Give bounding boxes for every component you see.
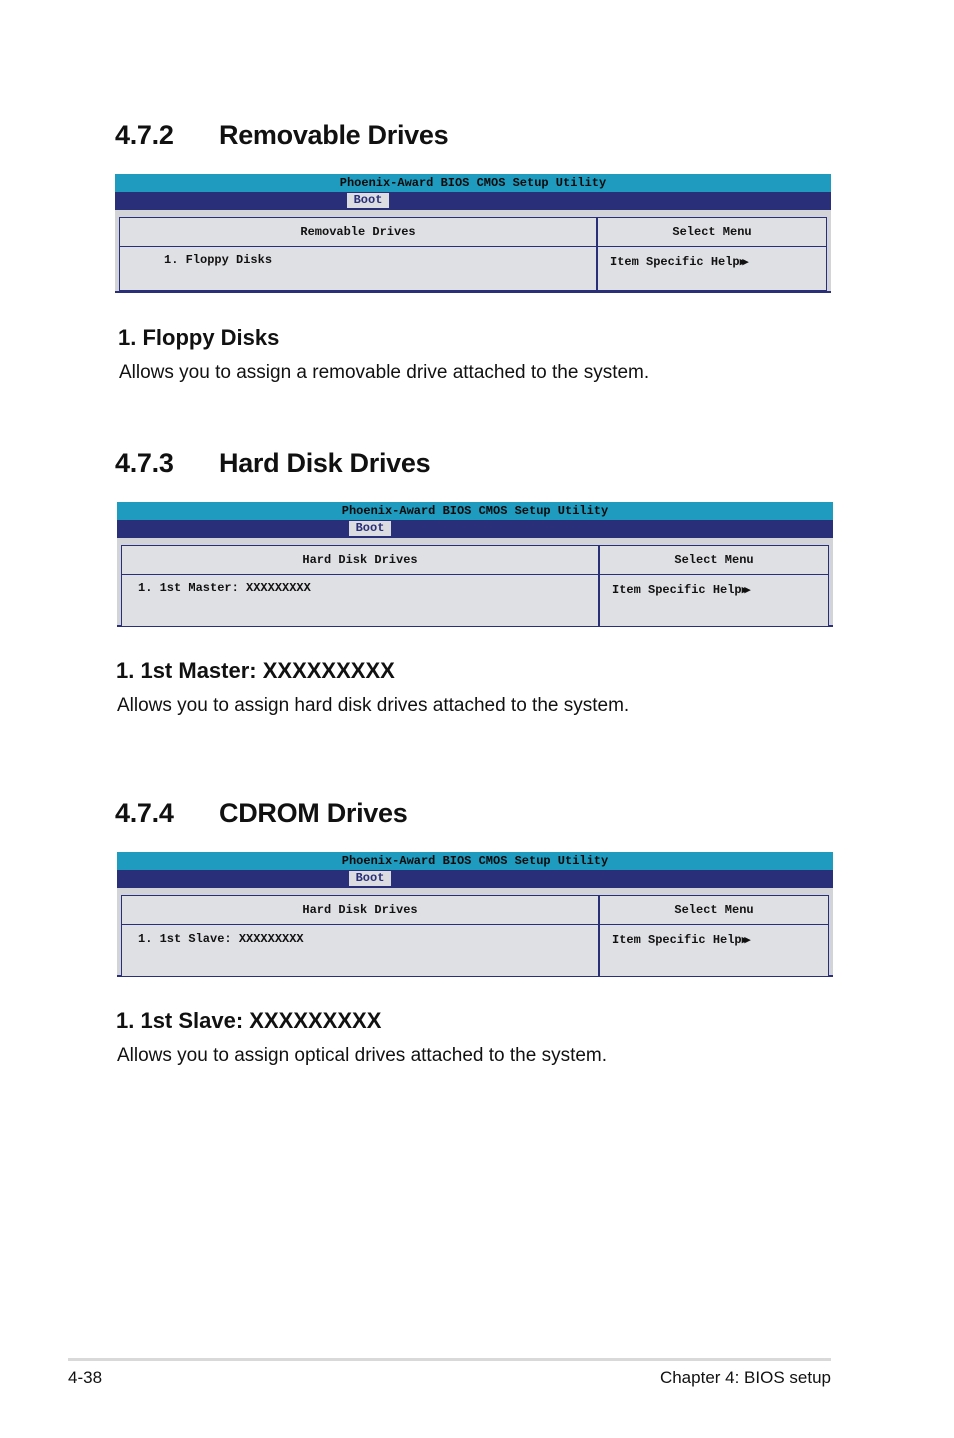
bios-item-1st-slave[interactable]: 1. 1st Slave: XXXXXXXXX xyxy=(138,932,304,946)
bios-help-panel xyxy=(599,895,829,977)
tab-boot[interactable]: Boot xyxy=(349,871,391,886)
bios-menu-bar xyxy=(117,520,833,538)
bios-utility-title: Phoenix-Award BIOS CMOS Setup Utility xyxy=(117,852,833,870)
section-heading-hard-disk-drives xyxy=(115,448,430,479)
bios-utility-title: Phoenix-Award BIOS CMOS Setup Utility xyxy=(117,502,833,520)
section-number: 4.7.3 xyxy=(115,448,174,478)
bios-item-floppy-disks[interactable]: 1. Floppy Disks xyxy=(164,253,273,267)
bios-body xyxy=(117,888,833,977)
bios-screenshot-removable-drives xyxy=(115,174,831,291)
section-title: Hard Disk Drives xyxy=(219,448,431,478)
description-1st-master: Allows you to assign hard disk drives attached to the system. xyxy=(117,695,630,716)
bios-menu-bar xyxy=(115,192,831,210)
subheading-1st-master: 1. 1st Master: XXXXXXXXX xyxy=(116,658,395,683)
bios-screenshot-cdrom-drives xyxy=(117,852,833,969)
bios-body xyxy=(115,210,831,293)
section-heading-cdrom-drives xyxy=(115,798,407,829)
section-heading-removable-drives xyxy=(115,120,448,151)
panel-header: Removable Drives xyxy=(120,218,596,247)
bios-utility-title: Phoenix-Award BIOS CMOS Setup Utility xyxy=(115,174,831,192)
bios-help-panel xyxy=(597,217,827,291)
subheading-floppy-disks: 1. Floppy Disks xyxy=(118,325,280,350)
bios-item-1st-master[interactable]: 1. 1st Master: XXXXXXXXX xyxy=(138,581,311,595)
double-right-arrow-icon: ▶▶ xyxy=(739,257,745,269)
help-text xyxy=(612,933,747,947)
bios-help-panel xyxy=(599,545,829,627)
chapter-label: Chapter 4: BIOS setup xyxy=(659,1368,831,1387)
subheading-1st-slave: 1. 1st Slave: XXXXXXXXX xyxy=(116,1008,382,1033)
bios-body xyxy=(117,538,833,627)
page-number: 4-38 xyxy=(68,1368,103,1387)
description-1st-slave: Allows you to assign optical drives attached to the system. xyxy=(117,1045,608,1066)
tab-boot[interactable]: Boot xyxy=(349,521,391,536)
bios-main-panel xyxy=(119,217,597,291)
bios-main-panel xyxy=(121,545,599,627)
bios-menu-bar xyxy=(117,870,833,888)
help-panel-header: Select Menu xyxy=(600,896,828,925)
tab-boot[interactable]: Boot xyxy=(347,193,389,208)
help-label: Item Specific Help xyxy=(610,255,740,269)
help-label: Item Specific Help xyxy=(612,933,742,947)
section-title: CDROM Drives xyxy=(219,798,408,828)
section-title: Removable Drives xyxy=(219,120,449,150)
double-right-arrow-icon: ▶▶ xyxy=(741,585,747,597)
help-panel-header: Select Menu xyxy=(600,546,828,575)
help-panel-header: Select Menu xyxy=(598,218,826,247)
help-text xyxy=(612,583,747,597)
help-label: Item Specific Help xyxy=(612,583,742,597)
description-floppy-disks: Allows you to assign a removable drive attached to the system. xyxy=(119,362,650,383)
panel-header: Hard Disk Drives xyxy=(122,896,598,925)
help-text xyxy=(610,255,745,269)
bios-main-panel xyxy=(121,895,599,977)
bios-screenshot-hard-disk-drives xyxy=(117,502,833,619)
footer-divider xyxy=(68,1358,831,1361)
section-number: 4.7.2 xyxy=(115,120,174,150)
section-number: 4.7.4 xyxy=(115,798,174,828)
double-right-arrow-icon: ▶▶ xyxy=(741,935,747,947)
panel-header: Hard Disk Drives xyxy=(122,546,598,575)
